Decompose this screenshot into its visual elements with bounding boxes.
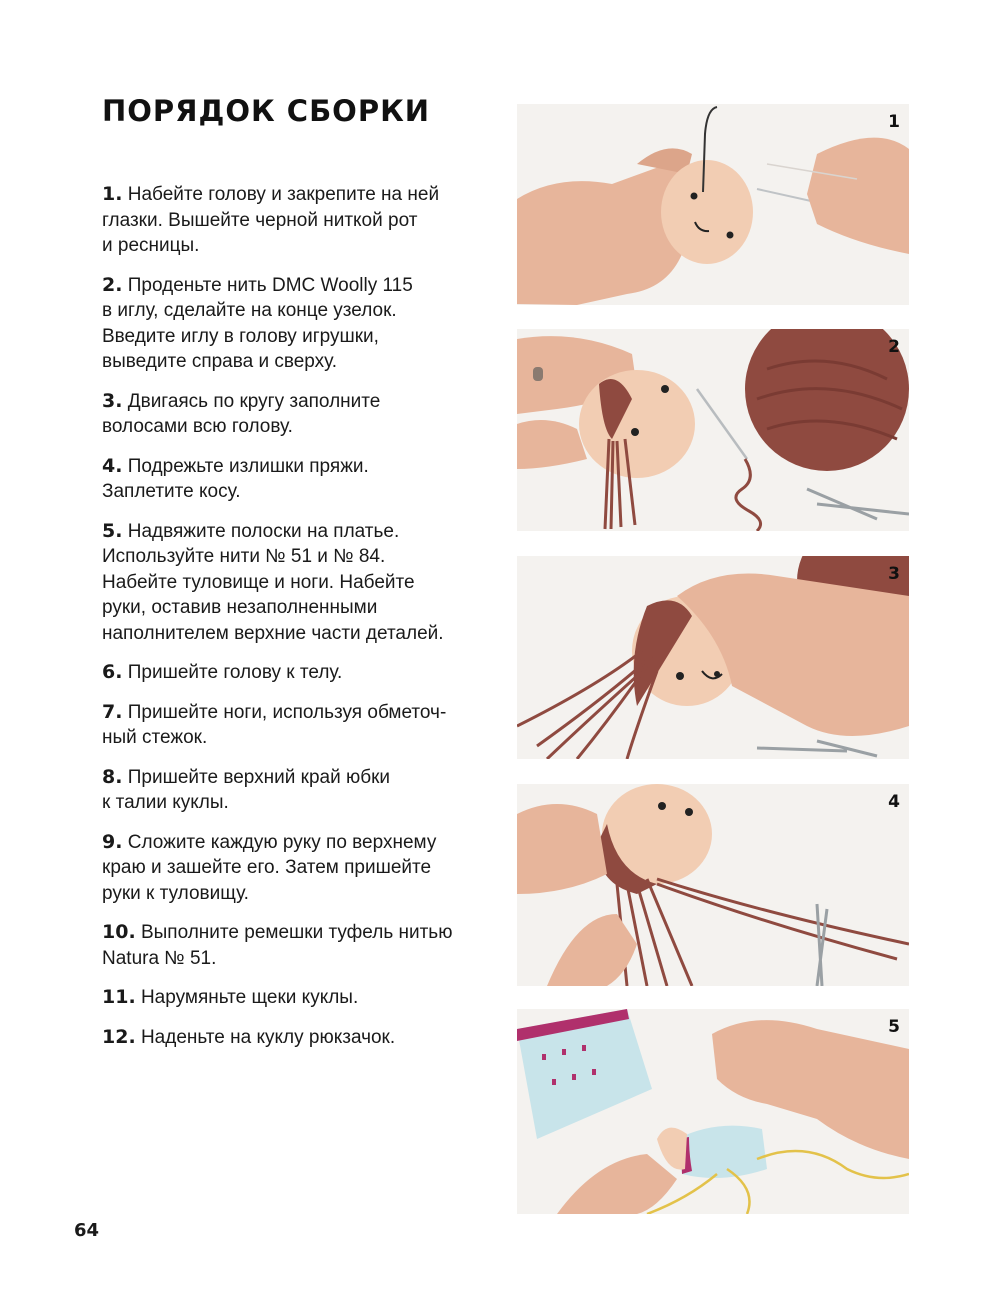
step-number: 10. bbox=[102, 921, 136, 943]
photo-3-illustration bbox=[517, 556, 909, 759]
step-number: 2. bbox=[102, 273, 123, 296]
photo-number: 2 bbox=[888, 337, 900, 357]
step-number: 4. bbox=[102, 454, 123, 477]
step-9: 9. Сложите каждую руку по верхнему краю и зашейте его. Затем пришейте руки к туловищу. bbox=[102, 830, 437, 904]
photo-3 bbox=[517, 556, 909, 759]
step-6: 6. Пришейте голову к телу. bbox=[102, 661, 343, 683]
photo-2 bbox=[517, 329, 909, 531]
step-number: 1. bbox=[102, 183, 123, 205]
step-7: 7. Пришейте ноги, используя обметоч- ный стежок. bbox=[102, 700, 447, 748]
step-number: 3. bbox=[102, 389, 123, 412]
assembly-steps bbox=[102, 182, 502, 1064]
photo-4 bbox=[517, 784, 909, 986]
page-title: ПОРЯДОК СБОРКИ bbox=[102, 94, 431, 128]
step-number: 8. bbox=[102, 765, 123, 788]
step-11: 11. Нарумяньте щеки куклы. bbox=[102, 986, 359, 1008]
photo-1 bbox=[517, 104, 909, 305]
photo-1-illustration bbox=[517, 104, 909, 305]
step-12: 12. Наденьте на куклу рюкзачок. bbox=[102, 1025, 396, 1048]
photo-4-illustration bbox=[517, 784, 909, 986]
photo-number: 5 bbox=[888, 1017, 900, 1037]
page-number: 64 bbox=[74, 1220, 100, 1241]
step-5: 5. Надвяжите полоски на платье. Используйте нити № 51 и № 84. Набейте туловище и ноги. Набейте руки, оставив незаполненными наполнителем верхние части деталей. bbox=[102, 519, 444, 644]
step-10: 10. Выполните ремешки туфель нитью Natura № 51. bbox=[102, 921, 453, 969]
step-2: 2. Проденьте нить DMC Woolly 115 в иглу, сделайте на конце узелок. Введите иглу в голову игрушки, выведите справа и сверху. bbox=[102, 273, 413, 372]
step-number: 7. bbox=[102, 700, 123, 723]
photo-number: 3 bbox=[888, 564, 900, 584]
step-8: 8. Пришейте верхний край юбки к талии куклы. bbox=[102, 765, 391, 813]
photo-5-illustration bbox=[517, 1009, 909, 1214]
step-number: 5. bbox=[102, 519, 123, 542]
photo-5 bbox=[517, 1009, 909, 1214]
step-1: 1. Набейте голову и закрепите на ней глазки. Вышейте черной ниткой рот и ресницы. bbox=[102, 183, 440, 256]
step-number: 9. bbox=[102, 830, 123, 853]
step-3: 3. Двигаясь по кругу заполните волосами всю голову. bbox=[102, 389, 381, 437]
step-number: 12. bbox=[102, 1025, 136, 1048]
step-number: 6. bbox=[102, 661, 123, 683]
step-number: 11. bbox=[102, 986, 136, 1008]
photo-number: 1 bbox=[888, 112, 900, 132]
step-4: 4. Подрежьте излишки пряжи. Заплетите косу. bbox=[102, 454, 369, 502]
photo-2-illustration bbox=[517, 329, 909, 531]
photo-number: 4 bbox=[888, 792, 900, 812]
